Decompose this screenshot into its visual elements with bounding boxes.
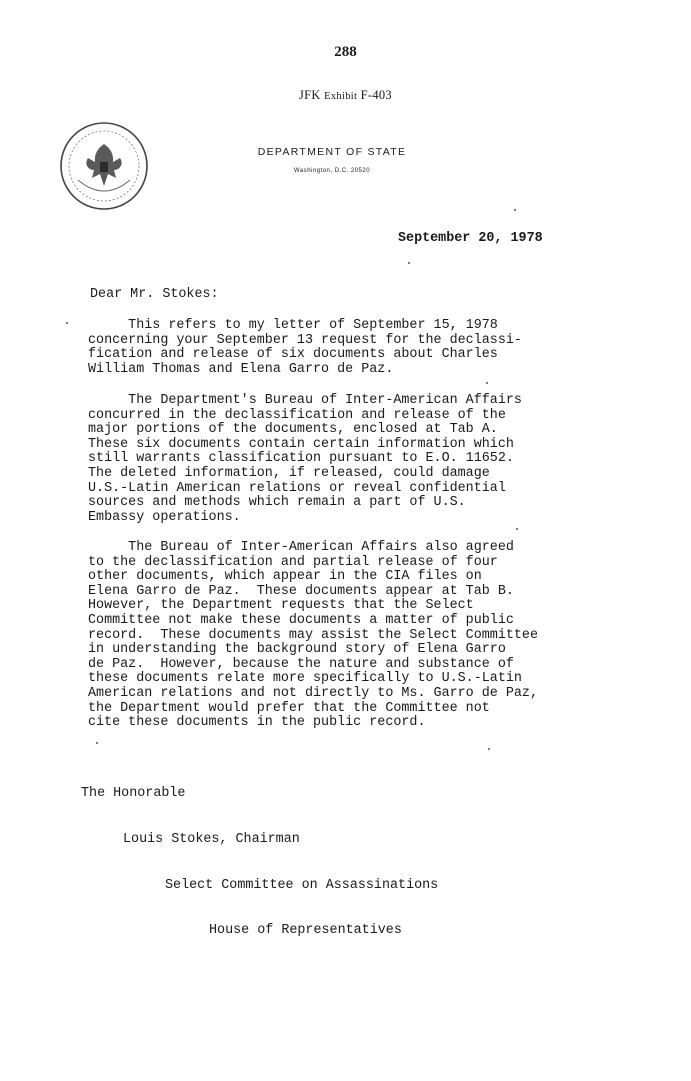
department-address: Washington, D.C. 20520 xyxy=(293,168,371,174)
body-paragraph-2: The Department's Bureau of Inter-American Affairs concurred in the declassification and release of the major portions of the documents, enclosed at Tab A. These six documents contain certain information which still warrants classification pursuant to E.O. 11652. The deleted information, if released, could damage U.S.-Latin American relations or reveal confidential sources and methods which remain a part of U.S. Embassy operations. xyxy=(88,393,522,525)
scan-speck xyxy=(66,322,68,324)
exhibit-prefix: JFK xyxy=(299,88,325,102)
body-paragraph-3: The Bureau of Inter-American Affairs also agreed to the declassification and partial release of four other documents, which appear in the CIA files on Elena Garro de Paz. These documents appear at Tab B. However, the Department requests that the Select Committee not make these documents a matter of public record. These documents may assist the Select Committee in understanding the background story of Elena Garro de Paz. However, because the nature and substance of these documents relate more specifically to U.S.-Latin American relations and not directly to Ms. Garro de Paz, the Department would prefer that the Committee not cite these documents in the public record. xyxy=(88,540,538,731)
exhibit-word: Exhibit xyxy=(324,91,358,102)
addressee-committee: Select Committee on Assassinations xyxy=(165,877,439,893)
salutation: Dear Mr. Stokes: xyxy=(90,287,219,302)
letter-date: September 20, 1978 xyxy=(398,231,543,246)
department-seal-icon xyxy=(58,120,150,212)
addressee-title: The Honorable xyxy=(81,786,186,802)
exhibit-number: F-403 xyxy=(357,88,392,102)
exhibit-label xyxy=(0,88,691,103)
department-name: DEPARTMENT OF STATE xyxy=(257,146,407,158)
body-paragraph-1: This refers to my letter of September 15, 1978 concerning your September 13 request for the declassi- fication and release of six documents about Charles William Thomas and Elena Garro de Paz. xyxy=(88,318,522,377)
scan-speck xyxy=(408,262,410,264)
scan-speck xyxy=(486,382,488,384)
addressee-house: House of Representatives xyxy=(209,923,402,939)
addressee-name: Louis Stokes, Chairman xyxy=(123,832,300,848)
scan-speck xyxy=(514,209,516,211)
addressee-block xyxy=(81,756,438,969)
scan-speck xyxy=(488,748,490,750)
scan-speck xyxy=(96,742,98,744)
scan-speck xyxy=(516,528,518,530)
page-number: 288 xyxy=(334,44,357,60)
